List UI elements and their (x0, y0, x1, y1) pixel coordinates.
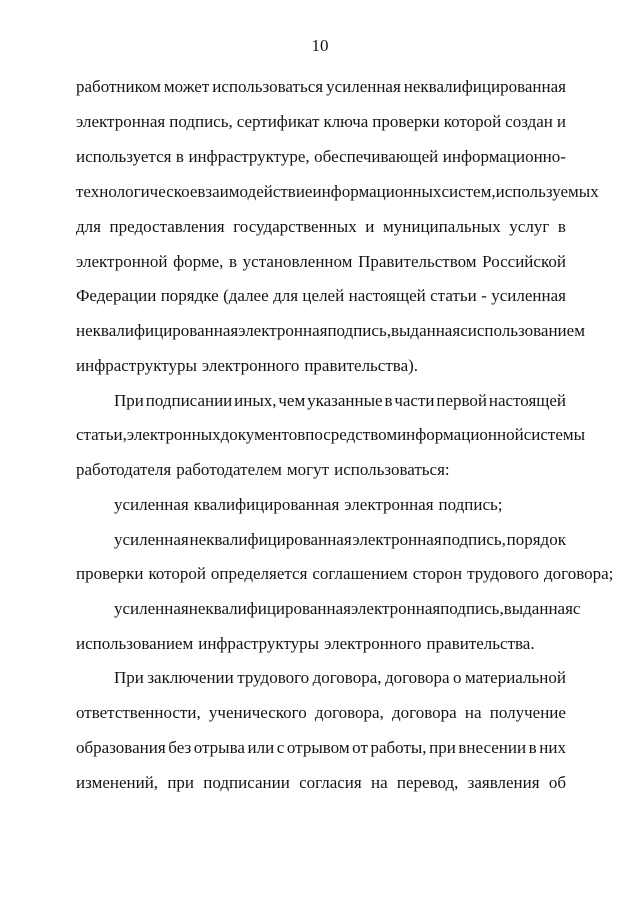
word: обеспечивающей (314, 147, 439, 166)
word: которой (443, 112, 502, 131)
word: услуг (509, 217, 550, 236)
word: При (114, 391, 144, 410)
word: работодателем (176, 460, 282, 479)
word: которой (148, 564, 206, 583)
word: усиленная (326, 77, 401, 96)
word: используется (76, 147, 172, 166)
text-line (114, 667, 566, 689)
word: электронная (76, 112, 166, 131)
word: статьи (430, 286, 477, 305)
word: Правительством (358, 252, 477, 271)
word: При (114, 668, 144, 687)
text-line (114, 494, 566, 516)
word: установленном (242, 252, 353, 271)
text-line (76, 563, 614, 585)
word: проверки (76, 564, 144, 583)
word: подпись, (440, 599, 504, 618)
word: части (394, 391, 435, 410)
word: электронная (238, 321, 328, 340)
word: государственных (233, 217, 357, 236)
word: усиленная (114, 530, 189, 549)
text-line (76, 181, 599, 203)
text-line (76, 772, 566, 794)
word: электронных (126, 425, 221, 444)
word: систем, (441, 182, 496, 201)
word: посредством (305, 425, 398, 444)
word: усиленная (491, 286, 566, 305)
word: неквалифицированная (403, 77, 566, 96)
word: Федерации (76, 286, 157, 305)
word: Российской (482, 252, 566, 271)
word: ответственности, (76, 703, 201, 722)
word: информационной (397, 425, 524, 444)
word: них (539, 738, 566, 757)
word: порядок (506, 530, 566, 549)
word: изменений, (76, 773, 159, 792)
word: электронная (352, 530, 442, 549)
word: инфраструктуры (76, 356, 197, 375)
word: иных, (234, 391, 277, 410)
word: подпись, (327, 321, 391, 340)
text-line (114, 598, 581, 620)
word: работником (76, 77, 161, 96)
word: технологическое (76, 182, 198, 201)
word: усиленная (114, 599, 189, 618)
word: отрывом (286, 738, 350, 757)
word: без (168, 738, 192, 757)
word: инфраструктуры (198, 634, 320, 653)
word: сторон (412, 564, 463, 583)
word: электронная (344, 495, 434, 514)
word: неквалифицированная (189, 530, 352, 549)
word: работодателя (76, 460, 172, 479)
text-line (76, 633, 566, 655)
word: определяется (210, 564, 308, 583)
word: информационно- (442, 147, 566, 166)
word: электронного (324, 634, 422, 653)
word: - (481, 286, 487, 305)
word: подпись, (169, 112, 233, 131)
text-line (114, 529, 566, 551)
word: соглашением (312, 564, 408, 583)
word: договора; (544, 564, 614, 583)
word: при (429, 738, 456, 757)
word: использоваться (212, 77, 324, 96)
word: статьи, (76, 425, 127, 444)
word: в (175, 147, 184, 166)
word: неквалифицированная (188, 599, 351, 618)
word: с (572, 599, 581, 618)
word: используемых (495, 182, 599, 201)
word: выданная (390, 321, 461, 340)
word: договора, (314, 703, 384, 722)
word: внесении (458, 738, 527, 757)
word: работы, (370, 738, 427, 757)
word: трудового (467, 564, 540, 583)
word: ученического (208, 703, 307, 722)
word: ключа (323, 112, 369, 131)
word: подписании (203, 773, 290, 792)
word: чем (278, 391, 306, 410)
word: электронной (76, 252, 168, 271)
word: документов (220, 425, 306, 444)
text-line (76, 285, 566, 307)
word: неквалифицированная (76, 321, 239, 340)
word: муниципальных (383, 217, 501, 236)
word: о (453, 668, 462, 687)
word: перевод, (396, 773, 459, 792)
word: сертификат (236, 112, 320, 131)
word: договора, (312, 668, 382, 687)
word: на (464, 703, 482, 722)
text-line (76, 702, 566, 724)
word: для (273, 286, 299, 305)
word: информационных (312, 182, 442, 201)
word: проверки (372, 112, 440, 131)
word: настоящей (348, 286, 426, 305)
text-line (76, 320, 585, 342)
word: согласия (299, 773, 362, 792)
word: образования (76, 738, 166, 757)
word: создан (505, 112, 553, 131)
word: материальной (464, 668, 566, 687)
word: договора (392, 703, 457, 722)
word: получение (489, 703, 566, 722)
word: настоящей (488, 391, 566, 410)
word: (далее (223, 286, 269, 305)
word: порядке (160, 286, 219, 305)
word: договора (384, 668, 450, 687)
word: подпись, (442, 530, 506, 549)
text-line (76, 459, 566, 481)
text-line (76, 355, 566, 377)
text-line (76, 737, 566, 759)
text-line (76, 111, 566, 133)
word: от (352, 738, 368, 757)
word: может (163, 77, 210, 96)
word: трудового (237, 668, 310, 687)
word: для (76, 217, 101, 236)
word: подписании (145, 391, 233, 410)
word: в (384, 391, 393, 410)
word: электронного (201, 356, 300, 375)
word: заключении (147, 668, 234, 687)
word: на (370, 773, 388, 792)
word: и (365, 217, 375, 236)
word: в (528, 738, 537, 757)
word: в (557, 217, 566, 236)
word: отрыва (193, 738, 245, 757)
word: использоваться: (334, 460, 450, 479)
text-line (76, 216, 566, 238)
word: или (247, 738, 275, 757)
word: системы (523, 425, 586, 444)
word: предоставления (109, 217, 225, 236)
word: в (229, 252, 238, 271)
word: подпись; (438, 495, 503, 514)
word: использованием (76, 634, 194, 653)
text-line (76, 146, 566, 168)
word: с (276, 738, 285, 757)
text-line (76, 76, 566, 98)
text-line (76, 424, 586, 446)
word: с (460, 321, 468, 340)
word: использованием (467, 321, 585, 340)
word: усиленная (114, 495, 189, 514)
text-line (76, 251, 566, 273)
page-number: 10 (311, 36, 329, 55)
word: правительства). (304, 356, 419, 375)
word: форме, (173, 252, 224, 271)
word: могут (286, 460, 330, 479)
word: квалифицированная (193, 495, 340, 514)
word: взаимодействие (197, 182, 313, 201)
word: при (167, 773, 195, 792)
text-line (114, 390, 566, 412)
word: инфраструктуре, (188, 147, 310, 166)
word: электронная (350, 599, 441, 618)
word: и (556, 112, 566, 131)
word: указанные (307, 391, 383, 410)
word: правительства. (426, 634, 535, 653)
word: об (548, 773, 566, 792)
word: заявления (467, 773, 540, 792)
word: первой (436, 391, 488, 410)
word: целей (302, 286, 345, 305)
word: выданная (503, 599, 573, 618)
